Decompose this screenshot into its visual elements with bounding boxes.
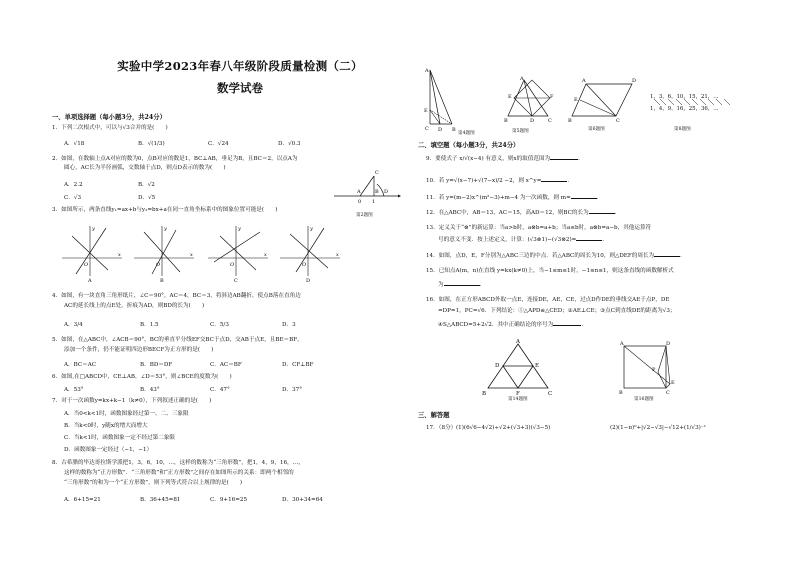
q15-text-line2: 为 ． — [438, 282, 486, 288]
fig14-label-f: F — [516, 391, 520, 397]
q16-text-line1: 16．如图，在正方形ABCD外取一点E，连接DE，AE，CE，过点D作DE的垂线交AE于点P，DE — [426, 297, 670, 303]
fig14-label-e: E — [535, 363, 540, 369]
fig14-label-c: C — [548, 391, 553, 397]
q12-text: 12．在△ABC中，AB＝13，AC＝15，高AD＝12，则BC的长为 ． — [426, 210, 621, 216]
q14-text: 14．如图，点D，E，F分别为△ABC三边的中点．若△ABC的周长为10，则△DEF的周长为 ． — [426, 253, 686, 259]
fig4-label-e: E — [424, 108, 428, 114]
fig5-label-f: F — [550, 94, 554, 100]
q17-part2: (2)(1−π)⁰+|√2−√3|−√12+(1/√3)⁻¹ — [610, 425, 707, 431]
svg-text:x: x — [118, 252, 121, 258]
fig8-caption: 第8题图 — [674, 127, 691, 132]
q1-stem: 1．下列二次根式中，可以与√3合并的是( ) — [52, 125, 168, 131]
svg-text:x: x — [336, 252, 339, 258]
fig2-label-a: A — [357, 189, 361, 195]
fig6-label-e: E — [574, 97, 578, 103]
q3-graphs — [58, 222, 348, 284]
q9-text: 9．要使式子 x/√(x−4) 有意义，则x的取值范围为 ． — [426, 156, 584, 162]
fig16-square-diagram — [618, 340, 678, 396]
q3-graph-c — [208, 226, 268, 284]
fig5-label-a: A — [520, 76, 524, 82]
q5-stem-line2: 添加一个条件，仍不能证明四边形BECF为正方形的是( ) — [64, 347, 214, 353]
fig14-label-a: A — [516, 339, 520, 345]
fig4-caption: 第4题图 — [458, 131, 475, 136]
q1-option-d: D．√0.3 — [278, 141, 301, 147]
svg-text:y: y — [238, 226, 241, 232]
q5-option-d: D．CF⊥BF — [282, 362, 314, 368]
fig16-label-b: B — [619, 390, 623, 396]
section-two-heading: 二、填空题（每小题3分，共24分） — [418, 142, 520, 149]
fig5-label-e: E — [508, 94, 512, 100]
q10-text: 10．若 y=√(x−7)+√(7−x)/2 −2，则 x^y= ． — [426, 178, 574, 184]
q17-label: 17．（8分） — [426, 425, 457, 431]
fig4-label-a: A — [425, 68, 429, 74]
fig5-diagram — [504, 76, 556, 126]
q4-option-d: D．3 — [282, 322, 296, 328]
q2-option-b: B．√2 — [138, 182, 155, 188]
fig2-label-c: C — [375, 170, 379, 176]
fig2-label-b: B — [375, 189, 379, 195]
q8-stem-line3: “三角形数”的和为一个“正方形数”，则下列等式符合以上规律的是( ) — [64, 480, 243, 486]
q6-option-b: B．43° — [140, 387, 160, 393]
fig5-label-d: D — [530, 118, 535, 124]
q7-stem: 7．对于一次函数y=kx+k−1（k≠0），下列叙述正确的是( ) — [52, 398, 212, 404]
svg-text:x: x — [190, 252, 193, 258]
fig8-sequence-triangle: 1，3，6，10，15，21，… — [650, 94, 719, 100]
q7-option-a: A．当0<k<1时，函数图象经过第一、二、三象限 — [64, 411, 189, 417]
fig16-label-a: A — [620, 341, 624, 347]
q8-option-b: B．36+45=81 — [140, 497, 181, 503]
fig6-caption: 第6题图 — [588, 127, 605, 132]
q7-option-c: C．当k<1时，函数图象一定不经过第二象限 — [64, 435, 176, 441]
q8-option-a: A．6+15=21 — [64, 497, 101, 503]
section-one-heading: 一、单项选择题（每小题3分，共24分） — [52, 114, 166, 121]
fig6-label-c: C — [616, 118, 620, 124]
q7-option-d: D．函数图象一定经过（−1，−1） — [64, 447, 153, 453]
svg-text:y: y — [164, 226, 167, 232]
exam-title: 实验中学2023年春八年级阶段质量检测（二） — [117, 59, 363, 73]
fig5-label-c: C — [548, 118, 552, 124]
fig14-label-b: B — [482, 391, 487, 397]
q3-graph-b — [134, 226, 194, 284]
fig2-number-line-diagram — [332, 162, 400, 214]
q8-option-c: C．9+16=25 — [210, 497, 248, 503]
svg-text:O: O — [156, 262, 161, 268]
q4-option-b: B．1.5 — [140, 322, 159, 328]
q13-text-line1: 13．定义关于“⊗”的新运算：当a>b时，a⊗b=a+b；当a≤b时，a⊗b=a−b，其他运算符 — [426, 225, 652, 231]
q7-option-b: B．当k<0时，y随x的增大而增大 — [64, 423, 148, 429]
exam-subtitle: 数学试卷 — [217, 81, 263, 95]
q8-stem-line1: 8．古希腊的毕达哥拉斯学派把1，3，6，10，…，这样的数称为“三角形数”，把1，4，9，16，…， — [52, 460, 304, 466]
q8-stem-line2: 这样的数称为“正方形数”．“三角形数”和“正方形数”之间存在如图所示的关系：即两个相邻的 — [64, 470, 294, 476]
section-three-heading: 三、解答题 — [418, 412, 450, 419]
fig4-label-b: B — [452, 127, 456, 133]
q6-option-c: C．47° — [210, 387, 230, 393]
svg-text:y: y — [310, 226, 313, 232]
q1-option-b: B．√(1/3) — [138, 141, 165, 147]
fig4-triangle-diagram — [422, 66, 462, 132]
q2-option-c: C．√3 — [64, 195, 81, 201]
q6-stem: 6．如图,在□ABCD中，CE⊥AB，∠D＝53°，则∠BCE的度数为( ) — [52, 374, 232, 380]
fig6-label-a: A — [582, 78, 586, 84]
q3-graph-a-label: A — [88, 278, 92, 284]
q2-option-a: A．2.2 — [64, 182, 83, 188]
svg-text:O: O — [230, 262, 235, 268]
q8-option-d: D．30+34=64 — [282, 497, 323, 503]
q2-stem-line2: 圆心，AC长为半径画弧，交数轴于点D，则点D表示的数为( ) — [64, 165, 226, 171]
q17-part1: (1)(6√6−4√2)÷√2+(√3+3)(√3−5) — [456, 425, 551, 431]
fig14-caption: 第14题图 — [508, 397, 528, 402]
fig5-caption: 第5题图 — [512, 129, 529, 134]
q3-graph-d — [280, 226, 340, 284]
q3-stem: 3．如图所示，两条直线y₁=ax+b与y₂=bx+a在同一直角坐标系中的图象位置可能是( ) — [52, 207, 278, 213]
q4-option-c: C．5/3 — [210, 322, 229, 328]
q15-text-line1: 15．已知点A(m，n)在直线 y=kx(k≠0)上，当−1≤m≤1时，−1≤n≤1，则这条直线的函数解析式 — [426, 268, 674, 274]
q6-option-d: D．37° — [282, 387, 302, 393]
fig6-label-d: D — [632, 78, 637, 84]
svg-text:y: y — [92, 226, 95, 232]
q6-option-a: A．53° — [64, 387, 84, 393]
fig16-label-d: D — [666, 341, 671, 347]
q5-option-c: C．AC＝BF — [210, 362, 242, 368]
fig2-tick-0: 0 — [358, 199, 362, 205]
q5-stem-line1: 5．如图，在△ABC中，∠ACB＝90°，BC的垂直平分线EF交BC于点D，交AB于点E，且BE＝BF， — [52, 337, 303, 343]
fig2-label-d: D — [384, 189, 389, 195]
q4-stem-line1: 4．如图，有一块直角三角形纸片，∠C＝90°，AC＝4，BC＝3，将斜边AB翻折，使点B落在直角边 — [52, 293, 301, 299]
fig6-parallelogram-diagram — [570, 74, 636, 122]
fig2-caption: 第2题图 — [356, 213, 373, 218]
q2-option-d: D．√5 — [138, 195, 156, 201]
q13-text-line2: 号的意义不变．按上述定义，计算：(√3⊗1)−(√3⊗2)= ． — [438, 237, 608, 243]
fig4-label-d: D — [438, 127, 443, 133]
svg-text:x: x — [264, 252, 267, 258]
q5-option-b: B．BD＝DF — [140, 362, 173, 368]
fig8-sequence-square: 1，4，9，16，25，36，… — [650, 106, 719, 112]
q1-option-c: C．√24 — [208, 141, 229, 147]
q11-text: 11．若 y=(m−2)x^(m²−3)+m−4 为一次函数，则 m= ． — [426, 195, 603, 201]
fig4-label-c: C — [425, 126, 429, 132]
q2-stem-line1: 2．如图，在数轴上点A对应的数为0，点B对应的数是1，BC⊥AB，垂足为B，且BC＝2，以点A为 — [52, 156, 298, 162]
q1-option-a: A．√18 — [64, 141, 85, 147]
fig16-caption: 第16题图 — [634, 397, 654, 402]
q4-option-a: A．3/4 — [64, 322, 83, 328]
q16-text-line2: =DP=1，PC=√6．下列结论：①△APD≌△CED；②AE⊥CE；③点C到直线DE的距离为√3； — [438, 308, 676, 314]
svg-text:O: O — [302, 262, 307, 268]
fig5-label-b: B — [504, 118, 508, 124]
q4-stem-line2: AC的延长线上的点E处，折痕为AD，则BD的长为( ) — [64, 303, 205, 309]
q3-graph-c-label: C — [234, 278, 238, 284]
fig14-label-d: D — [495, 363, 500, 369]
q5-option-a: A．BC＝AC — [64, 362, 97, 368]
fig16-label-e: E — [671, 380, 675, 386]
fig14-triangle-diagram — [482, 340, 554, 396]
fig16-label-c: C — [666, 390, 670, 396]
fig16-label-p: P — [652, 367, 656, 373]
fig2-tick-1: 1 — [372, 199, 376, 205]
q3-graph-a — [62, 226, 122, 284]
svg-text:O: O — [84, 262, 89, 268]
q3-graph-d-label: D — [306, 278, 311, 284]
q3-graph-b-label: B — [160, 278, 164, 284]
q16-text-line3: ④S△ABCD=5+2√2．其中正确结论的序号为 ． — [438, 322, 587, 328]
fig6-label-b: B — [568, 118, 572, 124]
